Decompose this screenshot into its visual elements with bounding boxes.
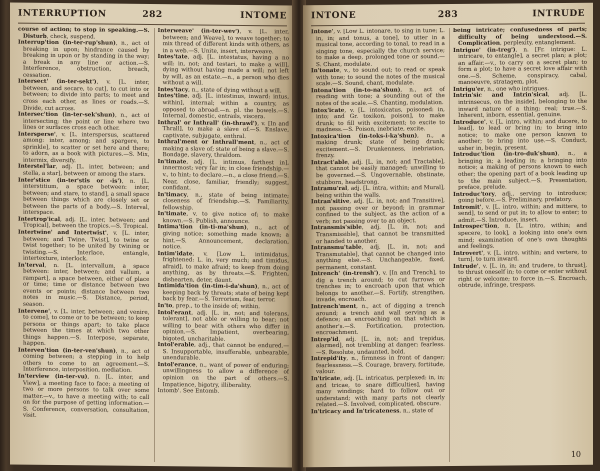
- dictionary-entry: Intrigue' (in-treg'), n. [Fr. intrigue: L. intricare, to entangle], a secret plan; a plot; an affair.—v., to carry on a secret plan; to form a plot; to have a secret love affair with one.—S. Scheme, conspiracy, cabal, manoeuvre, stratagem, plot.: [453, 46, 587, 87]
- right-page-header: [311, 9, 585, 26]
- left-page-number: 282: [142, 9, 163, 21]
- column-rule: [449, 28, 450, 462]
- dictionary-entry: Intox'icate, v. [L. intoxicatus, poisoned: in, into; and Gr. toxikon, poison], to make drunk; to fill with excitement; to excite to madness.—S. Poison, inebriate, excite.: [311, 106, 445, 134]
- dictionary-entry: Intran'sitive, adj. [L. in, not; and Transitive], not passing over or beyond; in grammar confined to the subject, as the action of a verb; not passing over to an object.: [311, 198, 445, 226]
- dictionary-entry: Interven'tion (in-ter-ven'shun), n., act of coming between; a stepping in to help others to come to an agreement.—S. Interference, interposition, mediation.: [18, 347, 150, 375]
- right-page-columns: [311, 27, 587, 463]
- dictionary-entry: Intromit', v. [L. intro, within; and mittere, to send], to send or put in; to allow to enter; to admit.—S. Introduce, insert.: [453, 203, 587, 224]
- dictionary-entry: In'terval, n. [L. intervallum, a space between: inter, between; and vallum, a rampart], a space between, either of place or time; time or distance between two events or points; distance between two notes in music.—S. Distance, period, season.: [18, 262, 150, 308]
- right-header-guide-word-end: INTRUDE: [532, 8, 585, 20]
- dictionary-entry: Inthral'ment or Inthrall'ment, n., act of making a slave of; state of being a slave.—S. Bondage, slavery, thraldom.: [157, 139, 289, 160]
- dictionary-entry: Intrench' (in-trensh'), v. [In and Trench], to dig a trench around; to cut furrows or trenches in; to encroach upon that which belongs to another.—S. Fortify, strengthen, invade, encroach.: [311, 270, 445, 304]
- dictionary-entry: Intol'erant, adj. [L. in, not; and tolerans, tolerant], not able or willing to bear; not willing to bear with others who differ in opinion.—S. Impatient, overbearing, bigoted, uncharitable.: [157, 309, 289, 343]
- dictionary-entry: Introspec'tion, n. [L. intro, within; and specere, to look], a looking into one's own mind; examination of one's own thoughts and feelings.: [453, 223, 587, 250]
- dictionary-entry: Interweave' (in-ter-wev'), v. [L. inter, between; and Weave], to weave together; to mix thread of different kinds with others, as in a web.—S. Unite, insert, interweave.: [157, 28, 289, 55]
- left-header-guide-word: INTERRUPTION: [18, 8, 107, 20]
- column-rule: [154, 28, 155, 462]
- dictionary-entry: Intersperse', v. [L. interspersus, scattered among: inter, among; and spargere, to sprinkle], to scatter or set here and there; to adorn, as a book with pictures.—S. Mix, intermix, diversify.: [18, 131, 150, 165]
- dictionary-entry: Intrench'ment, n., act of digging a trench around; a trench and wall serving as a defence; an encroaching on that which is another's.—S. Fortification, protection, encroachment.: [311, 302, 445, 337]
- dictionary-entry: Intomb'. See Entomb.: [157, 388, 220, 395]
- right-page: [303, 3, 593, 468]
- dictionary-entry: In'terview (in-ter-vu), n. [L. inter, and View], a meeting face to face; a meeting of two or more persons to talk over some matter.—v., to have a meeting with; to call on for the purpose of getting information.—S. Conference, conversation, consultation, visit.: [18, 373, 150, 420]
- signature-mark: 10: [570, 449, 581, 459]
- left-page-header: [18, 9, 287, 27]
- dictionary-entry: Intone', v. [Low L. intonare, to sing in tune; L. in, in; and tonus, a tone], to utter in a musical tone, according to tonal, to read in a singing tone, especially the church service; to make a deep, prolonged tone or sound.—S. Chant, modulate.: [311, 28, 445, 68]
- dictionary-entry: Intervene', v. [L. inter, between; and venire, to come], to come or to be between; to keep persons or things apart; to take place between the times at which two other things happen.—S. Interpose, separate, happen.: [18, 308, 150, 348]
- left-page: [10, 3, 295, 468]
- dictionary-entry: Intramu'ral, adj. [L. intra, within; and Mural], being within the walls.: [311, 185, 445, 199]
- dictionary-entry: Intes'tine, adj. [L. intestinus, inward: intus, within], internal; within a country, as opposed to abroad.—n. pl. the bowels.—S. Internal, domestic, entrails, viscera.: [157, 93, 289, 121]
- dictionary-entry: Intertrop'ical, adj. [L. inter, between; and Tropical], between the tropics.—S. Tropical.: [18, 216, 150, 231]
- left-page-columns: [18, 27, 289, 464]
- dictionary-entry: Inthral' or Inthrall' (in-thrawl'), v. [In and Thrall], to make a slave of.—S. Enslave, captivate, subjugate, enthral.: [157, 119, 289, 140]
- dictionary-entry: Intes'tacy, n., state of dying without a will.: [157, 86, 282, 95]
- dictionary-entry: Introduce', v. [L. intro, within; and ducere, to lead], to lead or bring in; to bring into notice; to make one person known to another; to bring into use.—S. Conduct, usher in, begin, present.: [453, 118, 587, 152]
- dictionary-entry: Intransmis'sible, adj. [L. in, not; and Transmissible], that cannot be transmitted or handed to another.: [311, 224, 445, 245]
- dictionary-entry: Intrigu'er, n., one who intrigues.: [453, 86, 550, 93]
- dictionary-entry: In'tricacy and In'tricateness, n., state of: [311, 407, 434, 415]
- dictionary-entry: In'tonate, v., to sound out; to read or speak with tone; to sound the notes of the musical scale.—S. Sound, chant, modulate.: [311, 67, 445, 88]
- right-header-guide-word: INTONE: [311, 10, 357, 22]
- dictionary-entry: Intersect' (in-ter-sekt'), v. [L. inter, between, and secare, to cut], to cut into or between; to divide into parts; to meet and cross each other, as lines or roads.—S. Divide, cut across.: [18, 78, 150, 112]
- dictionary-entry: Intrin'sic and Intrin'sical, adj. [L. intrinsecus, on the inside], belonging to the inward nature of a thing; real; true.—S. Inherent, inborn, essential, genuine.: [453, 92, 587, 120]
- left-header-guide-word-end: INTOME: [240, 10, 287, 22]
- dictionary-entry: Introduc'tion (in-tro-duk'shun), n., a bringing in; a leading in; a bringing into notice; a making of persons known to each other; the opening part of a book leading up to the main subject.—S. Presentation, preface, prelude.: [453, 151, 587, 192]
- dictionary-entry: Intol'erable, adj., that cannot be endured.—S. Insupportable, insufferable, unbearable, unendurable.: [157, 342, 289, 362]
- dictionary-entry: Interrup'tion (in-ter-rup'shun), n., act of breaking in upon; hindrance caused by breaking in upon or by standing in the way; a break in any line or action.—S. Interference, obstruction, breach, cessation.: [18, 39, 150, 79]
- left-column-2: [158, 28, 289, 463]
- dictionary-entry: In'tricate, adj. [L. intricatus, perplexed: in, in; and tricae, to snare difficulties], having many windings; hard to follow out or understand; with many parts not clearly related.—S. Involved, complicated, obscure.: [311, 375, 445, 409]
- dictionary-entry: being intricate; confusedness of parts; difficulty of being understood.—S. Complication, perplexity, entanglement.: [453, 26, 587, 48]
- dictionary-entry: Intransmu'table, adj. [L. in, not; and Transmutable], that cannot be changed into anything else.—S. Unchangeable, fixed, permanent, constant.: [311, 244, 445, 271]
- dictionary-entry: Interstel'lar, adj. [L. inter, between; and stella, a star], between or among the stars.: [18, 164, 150, 178]
- dictionary-entry: In'to, prep., to the inside of; within.: [157, 303, 261, 311]
- dictionary-entry: Intim'idate, v. [Low L. intimidatus, frightened: L. in, very much; and timidus, afraid], to make afraid; to keep from doing anything, as by threats.—S. Frighten, dishearten, deter, daunt.: [157, 250, 289, 284]
- left-column-1: [18, 27, 149, 462]
- dictionary-entry: Intima'tion (in-ti-ma'shun), n., act of giving notice; something made known; a hint.—S. Announcement, declaration, notice.: [157, 224, 289, 251]
- dictionary-entry: Inter'stice (in-ter'stis or -is'), n. [L. interstitium, a space between: inter, between; and stare, to stand], a small space between things which are closely set or between the parts of a body.—S. Interval, interspace.: [18, 177, 150, 217]
- dictionary-entry: Introvert', v. [L. intro, within; and vertere, to turn], to turn inward.: [453, 249, 587, 264]
- right-page-number: 283: [437, 9, 459, 21]
- dictionary-entry: Intersec'tion (in-ter-sek'shun), n., act of intersecting; the point or line where two lines or surfaces cross each other.: [18, 111, 150, 132]
- dictionary-entry: Intrude', v. [L. in, in; and trudere, to thrust], to thrust oneself in; to come or enter without right or welcome; to force in.—S. Encroach, obtrude, infringe, trespass.: [453, 262, 587, 290]
- dictionary-entry: Intes'tate, adj. [L. intestatus, having a no will: in, not; and testari, to make a will], dying without having made a will; not left by will, as an estate.—n., a person who dies without a will.: [157, 54, 289, 87]
- dictionary-entry: Intimida'tion (in-tim-i-da'shun), n., act of keeping back by threats; state of being kept back by fear.—S. Terrorism, fear, terror.: [157, 283, 289, 304]
- dictionary-entry: In'timate, v. to give notice of; to make known.—S. Publish, announce.: [157, 211, 289, 225]
- dictionary-entry: Intrepid'ity, n., firmness in front of danger; fearlessness.—S. Courage, bravery, fortitude, valour.: [311, 355, 445, 376]
- dictionary-entry: Introduc'tory, adj., serving to introduce; going before.—S. Preliminary, prefatory.: [453, 190, 587, 205]
- dictionary-entry: Intol'erance, n., want of power of enduring; unwillingness to allow a difference of opinion on the part of others.—S. Impatience, bigotry, illiberality.: [157, 361, 289, 389]
- dictionary-entry: Intrep'id, adj. [L. in, not; and trepidus, alarmed], not trembling at danger; fearless.—S. Resolute, undaunted, bold.: [311, 335, 445, 356]
- dictionary-entry: Intona'tion (in-to-na'shun), n., act of reading with tone; a sounding out of the notes of the scale.—S. Chanting, modulation.: [311, 86, 445, 108]
- dictionary-entry: Intoxica'tion (in-toks-i-ka'shun), n., a making drunk; state of being drunk; excitement.—S. Drunkenness, inebriation, frenzy.: [311, 132, 445, 160]
- dictionary-entry: Intertwine' and Intertwist', v. [L. inter, between; and Twine, Twist], to twine or twist together; to be united by twining or twisting.—S. Interlace, entangle, intertexture, interlock.: [18, 229, 150, 263]
- dictionary-entry: course of action; to stop in speaking.—S. Disturb, check, suspend.: [18, 26, 150, 40]
- dictionary-entry: Intract'able, adj. [L. in, not; and Tractable], that cannot be easily managed; unwilling to be governed.—S. Ungovernable, obstinate, stubborn, headstrong.: [311, 158, 445, 186]
- dictionary-entry: In'timate, adj. [L. intimus, farthest in], innermost; very far in; in close friendship.—v., to hint; to declare.—n., a close friend.—S. Near, close, familiar, friendly; suggest, confidant.: [157, 158, 289, 192]
- right-column-2: [453, 27, 587, 462]
- dictionary-entry: In'timacy, n., state of being intimate; closeness of friendship.—S. Familiarity, fellowship.: [157, 191, 289, 212]
- right-column-1: [311, 28, 445, 463]
